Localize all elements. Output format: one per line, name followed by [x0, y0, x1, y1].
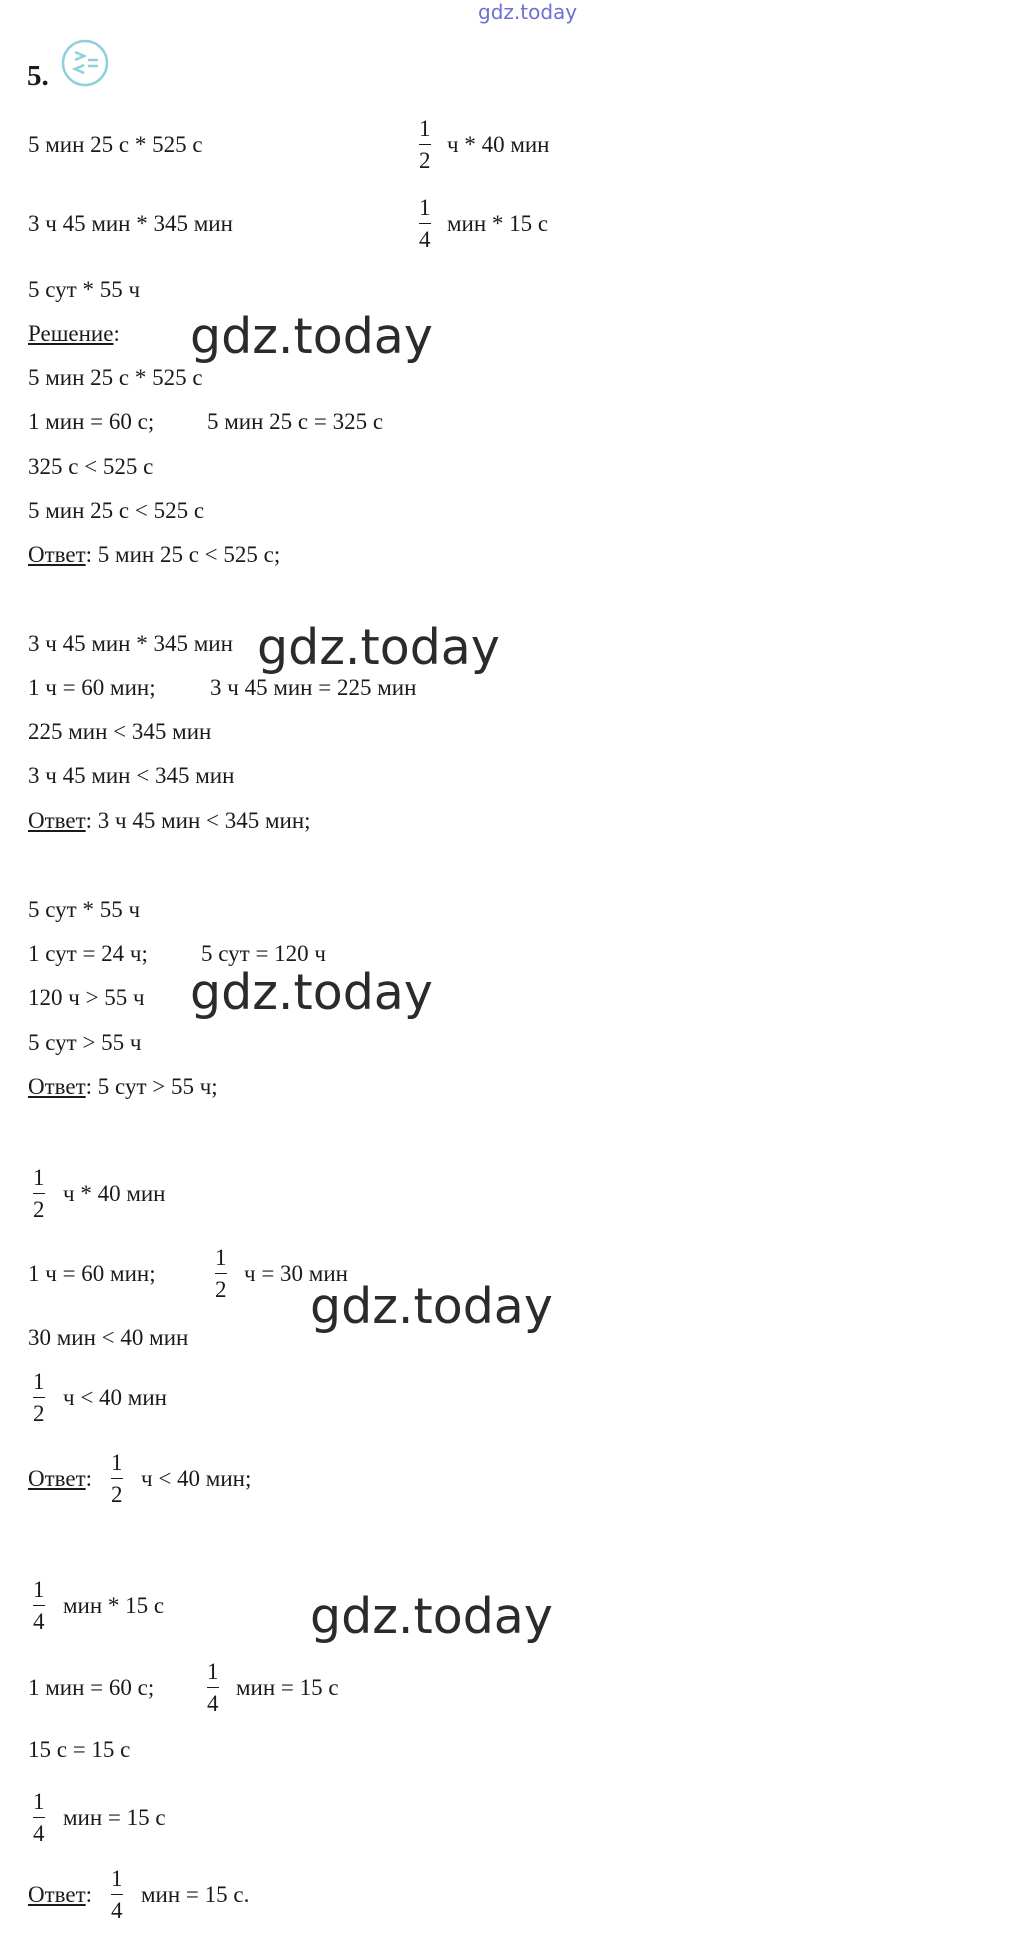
site-link[interactable]: gdz.today — [478, 0, 578, 24]
p5-answer: мин = 15 с. — [141, 1882, 250, 1907]
p5-line2b: мин = 15 с — [236, 1675, 339, 1700]
p5-line1: мин * 15 с — [63, 1593, 165, 1618]
p3-answer: Ответ: 5 сут > 55 ч; — [28, 1074, 218, 1099]
p3-line2b: 5 сут = 120 ч — [201, 941, 326, 966]
p5-line4-fraction: 1 4 — [33, 1789, 45, 1846]
p4-line2a: 1 ч = 60 мин; — [28, 1261, 156, 1286]
p1-answer: Ответ: 5 мин 25 с < 525 с; — [28, 542, 281, 567]
p4-answer: ч < 40 мин; — [141, 1466, 252, 1491]
p3-line1: 5 сут * 55 ч — [28, 897, 141, 922]
task-row2-right: мин * 15 с — [447, 211, 549, 236]
task-row1-right: ч * 40 мин — [447, 132, 550, 157]
p4-line2b: ч = 30 мин — [244, 1261, 348, 1286]
watermark: gdz.today — [190, 308, 433, 365]
task-row1-fraction: 1 2 — [419, 116, 431, 173]
p2-line2a: 1 ч = 60 мин; — [28, 675, 156, 700]
task-row3-left: 5 сут * 55 ч — [28, 277, 141, 302]
p4-answer-label: Ответ: — [28, 1466, 93, 1491]
task-row2-fraction: 1 4 — [419, 195, 431, 252]
task-row1-left: 5 мин 25 с * 525 с — [28, 132, 203, 157]
watermark: gdz.today — [310, 1278, 553, 1335]
watermark: gdz.today — [310, 1588, 553, 1645]
p4-answer-fraction: 1 2 — [111, 1450, 123, 1507]
p4-line3: 30 мин < 40 мин — [28, 1325, 189, 1350]
p2-line4: 3 ч 45 мин < 345 мин — [28, 763, 235, 788]
p2-line1: 3 ч 45 мин * 345 мин — [28, 631, 233, 656]
watermark: gdz.today — [257, 619, 500, 676]
p1-line2a: 1 мин = 60 с; — [28, 409, 155, 434]
solution-heading: Решение: — [28, 321, 120, 346]
p1-line4: 5 мин 25 с < 525 с — [28, 498, 205, 523]
p2-answer: Ответ: 3 ч 45 мин < 345 мин; — [28, 808, 311, 833]
p3-line2a: 1 сут = 24 ч; — [28, 941, 148, 966]
p4-line1-fraction: 1 2 — [33, 1165, 45, 1222]
p5-answer-label: Ответ: — [28, 1882, 93, 1907]
task-row2-left: 3 ч 45 мин * 345 мин — [28, 211, 233, 236]
p1-line1: 5 мин 25 с * 525 с — [28, 365, 203, 390]
task-number: 5. — [27, 60, 49, 92]
p5-line2-fraction: 1 4 — [207, 1659, 219, 1716]
p3-line3: 120 ч > 55 ч — [28, 985, 145, 1010]
p4-line1: ч * 40 мин — [63, 1181, 166, 1206]
compare-icon — [60, 38, 110, 88]
p4-line4: ч < 40 мин — [63, 1385, 167, 1410]
watermark: gdz.today — [190, 964, 433, 1021]
p5-line2a: 1 мин = 60 с; — [28, 1675, 155, 1700]
p5-line3: 15 с = 15 с — [28, 1737, 131, 1762]
p2-line3: 225 мин < 345 мин — [28, 719, 212, 744]
p2-line2b: 3 ч 45 мин = 225 мин — [210, 675, 417, 700]
p4-line2-fraction: 1 2 — [215, 1245, 227, 1302]
p4-line4-fraction: 1 2 — [33, 1369, 45, 1426]
p3-line4: 5 сут > 55 ч — [28, 1030, 142, 1055]
p5-answer-fraction: 1 4 — [111, 1866, 123, 1923]
p5-line4: мин = 15 с — [63, 1805, 166, 1830]
p1-line3: 325 с < 525 с — [28, 454, 154, 479]
p5-line1-fraction: 1 4 — [33, 1577, 45, 1634]
p1-line2b: 5 мин 25 с = 325 с — [207, 409, 384, 434]
